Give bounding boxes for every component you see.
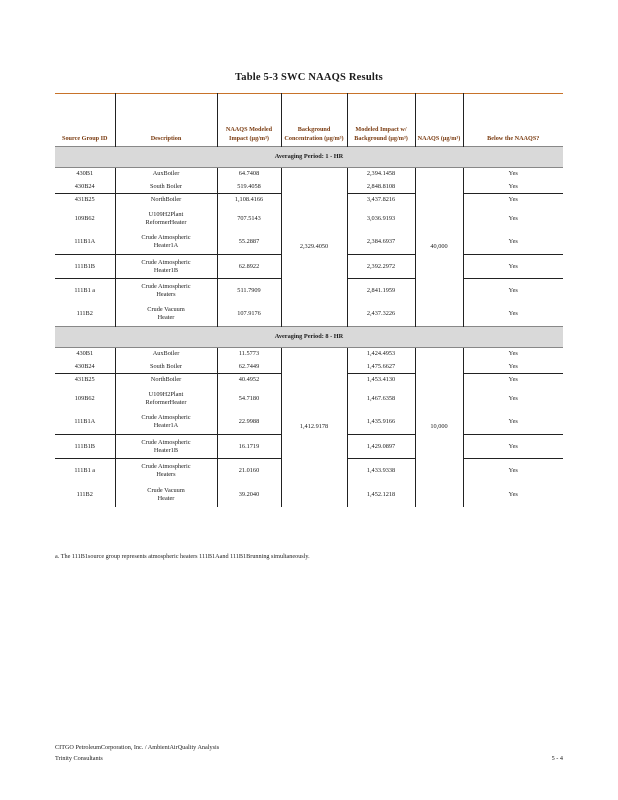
source-group-id: 111B1 a — [55, 279, 115, 303]
description — [115, 255, 217, 279]
source-group-id: 431B25 — [55, 374, 115, 387]
description — [115, 435, 217, 459]
description-line: Heater1B — [153, 266, 179, 274]
description-line: Crude Atmospheric — [141, 282, 191, 290]
impact-with-background: 1,424.4953 — [347, 348, 415, 361]
source-group-id: 430B24 — [55, 181, 115, 194]
description-line: NorthBoiler — [150, 376, 182, 384]
modeled-impact: 511.7909 — [217, 279, 281, 303]
impact-with-background: 2,384.6937 — [347, 231, 415, 255]
source-group-id: 111B1 a — [55, 459, 115, 483]
modeled-impact: 107.9176 — [217, 303, 281, 327]
below-naaqs: Yes — [508, 418, 518, 426]
description — [115, 374, 217, 387]
impact-with-background: 2,394.1458 — [347, 168, 415, 181]
modeled-impact: 11.5773 — [217, 348, 281, 361]
impact-with-background: 1,452.1218 — [347, 483, 415, 507]
modeled-impact: 1,108.4166 — [217, 194, 281, 207]
source-group-id: 111B2 — [55, 483, 115, 507]
modeled-impact: 54.7180 — [217, 387, 281, 411]
description-line: Heater1A — [153, 422, 179, 430]
col-header-naaqs: NAAQS (μg/m³) — [415, 94, 463, 147]
impact-with-background: 1,435.9166 — [347, 411, 415, 435]
source-group-id: 111B1B — [55, 435, 115, 459]
naaqs-standard: 10,000 — [415, 348, 463, 507]
modeled-impact: 21.0160 — [217, 459, 281, 483]
impact-with-background: 2,848.8108 — [347, 181, 415, 194]
source-group-id: 109B62 — [55, 387, 115, 411]
impact-with-background: 1,475.6627 — [347, 361, 415, 374]
source-group-id: 431B25 — [55, 194, 115, 207]
impact-with-background: 1,453.4130 — [347, 374, 415, 387]
description — [115, 387, 217, 411]
impact-with-background: 2,437.3226 — [347, 303, 415, 327]
impact-with-background: 3,437.8216 — [347, 194, 415, 207]
description-line: ReformerHeater — [145, 218, 187, 226]
source-group-id: 111B1A — [55, 411, 115, 435]
below-naaqs: Yes — [508, 170, 518, 178]
description — [115, 361, 217, 374]
naaqs-standard: 40,000 — [415, 168, 463, 327]
impact-with-background: 2,392.2972 — [347, 255, 415, 279]
table-body — [55, 147, 563, 507]
description-line: AuxBoiler — [152, 350, 180, 358]
description — [115, 303, 217, 327]
impact-with-background: 3,036.9193 — [347, 207, 415, 231]
col-header-description: Description — [115, 94, 217, 147]
naaqs-results-table — [55, 93, 563, 507]
source-group-id: 109B62 — [55, 207, 115, 231]
below-naaqs: Yes — [463, 374, 563, 387]
below-naaqs: Yes — [508, 394, 518, 402]
description-line: Heater — [157, 494, 175, 502]
page-footer — [55, 742, 563, 764]
averaging-period-label: Averaging Period: 8 - HR — [55, 327, 563, 348]
description — [115, 207, 217, 231]
impact-with-background: 1,467.6358 — [347, 387, 415, 411]
description-line: Crude Atmospheric — [141, 462, 191, 470]
col-header-background: Background Concentration (μg/m³) — [281, 94, 347, 147]
below-naaqs: Yes — [508, 238, 518, 246]
description — [115, 348, 217, 361]
below-naaqs: Yes — [463, 194, 563, 207]
description-line: Heaters — [156, 470, 176, 478]
source-group-id: 111B1B — [55, 255, 115, 279]
below-naaqs: Yes — [508, 362, 518, 370]
modeled-impact: 62.8922 — [217, 255, 281, 279]
description — [115, 168, 217, 181]
description-line: Heater — [157, 314, 175, 322]
col-header-source: Source Group ID — [55, 94, 115, 147]
description — [115, 181, 217, 194]
impact-with-background: 2,841.1959 — [347, 279, 415, 303]
modeled-impact: 64.7408 — [217, 168, 281, 181]
description-line: Crude Atmospheric — [141, 234, 191, 242]
source-group-id: 430B1 — [55, 348, 115, 361]
below-naaqs: Yes — [463, 459, 563, 483]
below-naaqs: Yes — [508, 182, 518, 190]
source-group-id: 111B1A — [55, 231, 115, 255]
modeled-impact: 22.9988 — [217, 411, 281, 435]
below-naaqs: Yes — [463, 279, 563, 303]
table-row — [55, 168, 563, 181]
footnote: a. The 111B1source group represents atmospheric heaters 111B1Aand 111B1Brunning simultaneously. — [55, 553, 310, 560]
footer-line-1: CITGO PetroleumCorporation, Inc. / AmbientAirQuality Analysis — [55, 744, 220, 751]
averaging-period-band — [55, 327, 563, 348]
description-line: Crude Vacuum — [147, 306, 185, 314]
table-title: Table 5-3 SWC NAAQS Results — [235, 72, 383, 83]
impact-with-background: 1,429.0897 — [347, 435, 415, 459]
description-line: AuxBoiler — [152, 170, 180, 178]
header-row — [55, 94, 563, 147]
source-group-id: 111B2 — [55, 303, 115, 327]
below-naaqs: Yes — [463, 435, 563, 459]
averaging-period-band — [55, 147, 563, 168]
modeled-impact: 39.2040 — [217, 483, 281, 507]
below-naaqs: Yes — [508, 350, 518, 358]
col-header-below: Below the NAAQS? — [487, 135, 540, 142]
description-line: Crude Atmospheric — [141, 438, 191, 446]
description — [115, 411, 217, 435]
below-naaqs: Yes — [463, 255, 563, 279]
modeled-impact: 62.7449 — [217, 361, 281, 374]
description — [115, 483, 217, 507]
averaging-period-label: Averaging Period: 1 - HR — [55, 147, 563, 168]
table-row — [55, 348, 563, 361]
description — [115, 279, 217, 303]
description-line: Heater1B — [153, 446, 179, 454]
description-line: U109H2Plant — [148, 390, 184, 398]
col-header-impact: NAAQS Modeled Impact (μg/m³) — [217, 94, 281, 147]
description — [115, 459, 217, 483]
modeled-impact: 40.4952 — [217, 374, 281, 387]
footer-line-2: Trinity Consultants — [55, 755, 103, 762]
description-line: South Boiler — [149, 362, 182, 370]
below-naaqs: Yes — [508, 310, 518, 318]
source-group-id: 430B24 — [55, 361, 115, 374]
source-group-id: 430B1 — [55, 168, 115, 181]
modeled-impact: 16.1719 — [217, 435, 281, 459]
description-line: U109H2Plant — [148, 210, 184, 218]
description-line: Crude Vacuum — [147, 486, 185, 494]
description-line: Crude Atmospheric — [141, 414, 191, 422]
impact-with-background: 1,433.9338 — [347, 459, 415, 483]
background-concentration: 1,412.9178 — [281, 348, 347, 507]
below-naaqs: Yes — [508, 214, 518, 222]
below-naaqs: Yes — [508, 490, 518, 498]
modeled-impact: 55.2887 — [217, 231, 281, 255]
description-line: Heater1A — [153, 242, 179, 250]
modeled-impact: 519.4058 — [217, 181, 281, 194]
description — [115, 231, 217, 255]
background-concentration: 2,329.4050 — [281, 168, 347, 327]
description-line: Heaters — [156, 290, 176, 298]
description — [115, 194, 217, 207]
col-header-total: Modeled Impact w/ Background (μg/m³) — [347, 94, 415, 147]
modeled-impact: 707.5143 — [217, 207, 281, 231]
description-line: South Boiler — [149, 182, 182, 190]
description-line: NorthBoiler — [150, 196, 182, 204]
page-number: 5 - 4 — [551, 755, 563, 762]
description-line: Crude Atmospheric — [141, 258, 191, 266]
description-line: ReformerHeater — [145, 398, 187, 406]
